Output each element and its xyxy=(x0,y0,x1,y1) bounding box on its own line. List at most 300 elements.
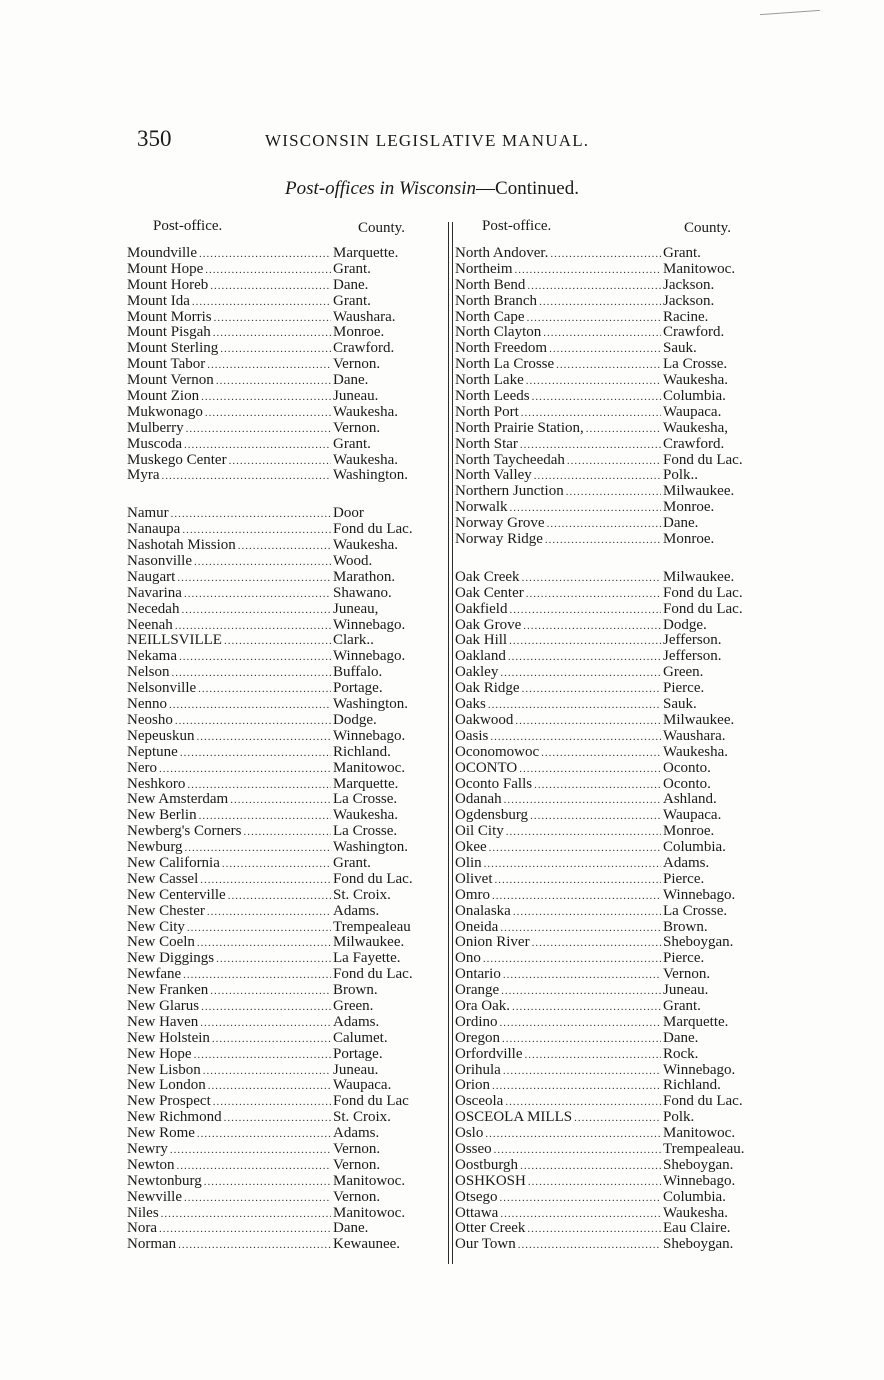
post-office-name: New Franken xyxy=(127,982,209,999)
post-office-name: Orange xyxy=(455,982,500,999)
county-name: Polk.. xyxy=(663,467,699,484)
dot-leader xyxy=(503,968,661,984)
post-office-name: Nero xyxy=(127,759,157,776)
post-office-name: Oslo xyxy=(455,1125,484,1142)
post-office-name: Our Town xyxy=(455,1236,516,1253)
subtitle-continued: —Continued. xyxy=(476,178,579,199)
dot-leader xyxy=(208,1079,331,1095)
post-office-name: Orihula xyxy=(455,1061,501,1078)
county-name: Columbia. xyxy=(663,1188,726,1205)
table-row xyxy=(127,983,445,999)
county-name: Vernon. xyxy=(333,1156,381,1173)
table-row xyxy=(455,967,775,983)
table-row xyxy=(127,278,445,294)
dot-leader xyxy=(532,390,661,406)
county-name: Columbia. xyxy=(663,388,726,405)
county-name: Winnebago. xyxy=(333,648,406,665)
dot-leader xyxy=(179,650,331,666)
table-row xyxy=(127,697,445,713)
dot-leader xyxy=(200,1016,331,1032)
county-name: Brown. xyxy=(333,982,378,999)
dot-leader xyxy=(238,539,331,555)
dot-leader xyxy=(567,454,661,470)
table-row xyxy=(127,665,445,681)
county-name: Winnebago. xyxy=(663,1172,736,1189)
dot-leader xyxy=(526,374,661,390)
county-name: Waupaca. xyxy=(663,403,722,420)
county-name: Marquette. xyxy=(663,1013,729,1030)
table-row xyxy=(455,872,775,888)
table-row xyxy=(455,840,775,856)
county-name: St. Croix. xyxy=(333,886,391,903)
post-office-name: Nenno xyxy=(127,696,167,713)
dot-leader xyxy=(184,587,331,603)
table-row xyxy=(455,1063,775,1079)
county-name: Dane. xyxy=(333,372,369,389)
post-office-name: Oakwood xyxy=(455,711,514,728)
post-office-name: North La Crosse xyxy=(455,356,555,373)
county-name: Oconto. xyxy=(663,759,711,776)
dot-leader xyxy=(186,422,331,438)
post-office-name: North Port xyxy=(455,403,519,420)
county-name: Winnebago. xyxy=(333,616,406,633)
table-row xyxy=(455,777,775,793)
table-row xyxy=(455,904,775,920)
post-office-name: New Chester xyxy=(127,902,205,919)
county-name: Waupaca. xyxy=(663,807,722,824)
dot-leader xyxy=(207,358,331,374)
county-name: Monroe. xyxy=(333,324,385,341)
dot-leader xyxy=(541,746,661,762)
dot-leader xyxy=(210,984,331,1000)
table-row xyxy=(455,1094,775,1110)
post-office-name: New Cassel xyxy=(127,870,199,887)
dot-leader xyxy=(181,603,331,619)
county-name: Dane. xyxy=(333,276,369,293)
county-name: Eau Claire. xyxy=(663,1220,731,1237)
post-office-name: Olivet xyxy=(455,870,493,887)
table-row xyxy=(127,1015,445,1031)
post-office-name: Orion xyxy=(455,1077,490,1094)
table-row xyxy=(455,341,775,357)
county-name: Waukesha. xyxy=(333,537,399,554)
county-name: Dodge. xyxy=(333,711,377,728)
dot-leader xyxy=(532,936,661,952)
county-name: Waukesha. xyxy=(663,1204,729,1221)
post-office-name: North Valley xyxy=(455,467,532,484)
post-office-name: Newburg xyxy=(127,839,183,856)
dot-leader xyxy=(201,1000,331,1016)
table-row xyxy=(455,824,775,840)
table-row xyxy=(455,405,775,421)
table-row xyxy=(127,373,445,389)
table-row xyxy=(127,421,445,437)
county-name: Columbia. xyxy=(663,839,726,856)
county-name: Manitowoc. xyxy=(333,1172,406,1189)
county-name: Juneau, xyxy=(333,600,379,617)
table-row xyxy=(455,1237,775,1253)
county-name: Waushara. xyxy=(663,727,726,744)
county-name: Trempealeau xyxy=(333,918,411,935)
dot-leader xyxy=(194,555,331,571)
header-county: County. xyxy=(684,220,731,236)
county-name: St. Croix. xyxy=(333,1109,391,1126)
county-name: Marathon. xyxy=(333,568,396,585)
county-name: Jefferson. xyxy=(663,648,722,665)
post-office-name: New Coeln xyxy=(127,934,195,951)
table-row xyxy=(127,522,445,538)
table-row xyxy=(455,665,775,681)
county-name: Milwaukee. xyxy=(663,568,735,585)
county-name: Vernon. xyxy=(333,356,381,373)
table-row xyxy=(127,649,445,665)
post-office-name: OSCEOLA MILLS xyxy=(455,1109,573,1126)
dot-leader xyxy=(222,857,331,873)
table-row xyxy=(127,904,445,920)
table-row xyxy=(127,1063,445,1079)
dot-leader xyxy=(213,326,331,342)
county-name: Shawano. xyxy=(333,584,392,601)
county-name: Oconto. xyxy=(663,775,711,792)
county-name: Manitowoc. xyxy=(333,759,406,776)
dot-leader xyxy=(492,1079,661,1095)
county-name: Kewaunee. xyxy=(333,1236,401,1253)
dot-leader xyxy=(220,342,331,358)
post-office-name: Northeim xyxy=(455,260,513,277)
dot-leader xyxy=(230,793,331,809)
county-name: Waukesha. xyxy=(663,372,729,389)
dot-leader xyxy=(500,1016,662,1032)
county-name: Pierce. xyxy=(663,870,705,887)
post-office-name: Niles xyxy=(127,1204,159,1221)
dot-leader xyxy=(205,263,331,279)
column-divider-right xyxy=(452,222,453,1264)
post-office-name: North Clayton xyxy=(455,324,542,341)
post-office-name: Nekama xyxy=(127,648,177,665)
county-name: Milwaukee. xyxy=(663,483,735,500)
county-name: Waushara. xyxy=(333,308,396,325)
county-name: Manitowoc. xyxy=(663,1125,736,1142)
county-name: Clark.. xyxy=(333,632,374,649)
post-office-name: Orfordville xyxy=(455,1045,523,1062)
county-name: Racine. xyxy=(663,308,709,325)
post-office-name: New Hope xyxy=(127,1045,192,1062)
post-office-name: Mount Sterling xyxy=(127,340,219,357)
post-office-name: New Centerville xyxy=(127,886,226,903)
dot-leader xyxy=(500,1191,662,1207)
table-row xyxy=(455,999,775,1015)
county-name: Marquette. xyxy=(333,245,399,261)
table-row xyxy=(127,1078,445,1094)
post-office-name: Ora Oak. xyxy=(455,997,510,1014)
post-office-name: Navarina xyxy=(127,584,182,601)
table-row xyxy=(127,570,445,586)
table-row xyxy=(455,649,775,665)
dot-leader xyxy=(523,619,661,635)
post-office-name: North Leeds xyxy=(455,388,530,405)
post-office-name: Onion River xyxy=(455,934,530,951)
county-name: Door xyxy=(333,505,364,522)
county-name: Fond du Lac. xyxy=(663,600,743,617)
table-row xyxy=(127,1142,445,1158)
table-row xyxy=(127,602,445,618)
dot-leader xyxy=(184,1191,331,1207)
dot-leader xyxy=(500,666,661,682)
post-office-name: North Lake xyxy=(455,372,524,389)
table-row xyxy=(455,357,775,373)
section-gap xyxy=(127,484,445,506)
dot-leader xyxy=(543,326,661,342)
dot-leader xyxy=(494,1143,661,1159)
table-row xyxy=(127,713,445,729)
post-office-name: Ono xyxy=(455,950,481,967)
county-name: Sheboygan. xyxy=(663,934,734,951)
county-name: La Crosse. xyxy=(333,791,398,808)
county-name: Winnebago. xyxy=(333,727,406,744)
post-office-name: Osseo xyxy=(455,1140,492,1157)
post-office-name: Onalaska xyxy=(455,902,511,919)
table-row xyxy=(127,633,445,649)
table-row xyxy=(455,1110,775,1126)
dot-leader xyxy=(197,730,332,746)
post-office-name: Ogdensburg xyxy=(455,807,529,824)
dot-leader xyxy=(528,1175,661,1191)
right-column-header xyxy=(455,218,775,246)
dot-leader xyxy=(506,825,661,841)
table-row xyxy=(127,1110,445,1126)
post-office-name: Mount Pisgah xyxy=(127,324,211,341)
dot-leader xyxy=(508,650,661,666)
post-office-name: New Glarus xyxy=(127,997,200,1014)
table-row xyxy=(455,421,775,437)
table-row xyxy=(455,808,775,824)
table-row xyxy=(455,532,775,548)
table-row xyxy=(127,681,445,697)
dot-leader xyxy=(547,517,661,533)
table-row xyxy=(455,697,775,713)
county-name: Manitowoc. xyxy=(663,260,736,277)
county-name: Richland. xyxy=(663,1077,721,1094)
table-row xyxy=(127,1221,445,1237)
post-office-name: Newville xyxy=(127,1188,182,1205)
table-row xyxy=(455,246,775,262)
county-name: Waupaca. xyxy=(333,1077,392,1094)
county-name: Fond du Lac. xyxy=(333,870,413,887)
dot-leader xyxy=(169,698,331,714)
county-name: Fond du Lac. xyxy=(333,966,413,983)
post-office-name: New Berlin xyxy=(127,807,197,824)
post-office-name: New City xyxy=(127,918,185,935)
table-row xyxy=(127,310,445,326)
dot-leader xyxy=(159,1222,331,1238)
county-name: Adams. xyxy=(663,854,710,871)
county-name: Juneau. xyxy=(333,1061,379,1078)
post-office-name: Neptune xyxy=(127,743,178,760)
dot-leader xyxy=(178,1238,331,1254)
table-row xyxy=(127,999,445,1015)
dot-leader xyxy=(484,857,661,873)
table-row xyxy=(455,325,775,341)
table-row xyxy=(127,856,445,872)
post-office-name: Mount Horeb xyxy=(127,276,209,293)
post-office-name: Nepeuskun xyxy=(127,727,195,744)
table-row xyxy=(127,777,445,793)
table-row xyxy=(127,538,445,554)
table-row xyxy=(455,618,775,634)
dot-leader xyxy=(216,374,331,390)
county-name: Juneau. xyxy=(663,982,709,999)
dot-leader xyxy=(170,1143,331,1159)
dot-leader xyxy=(539,295,661,311)
table-row xyxy=(127,920,445,936)
table-row xyxy=(455,484,775,500)
dot-leader xyxy=(495,873,662,889)
post-office-name: Newtonburg xyxy=(127,1172,202,1189)
dot-leader xyxy=(489,841,661,857)
table-row xyxy=(455,713,775,729)
table-row xyxy=(127,840,445,856)
county-name: La Fayette. xyxy=(333,950,401,967)
post-office-name: Mount Zion xyxy=(127,388,200,405)
county-name: Vernon. xyxy=(663,966,711,983)
dot-leader xyxy=(197,1127,331,1143)
table-row xyxy=(127,935,445,951)
table-row xyxy=(127,967,445,983)
post-office-name: Oakland xyxy=(455,648,506,665)
table-row xyxy=(127,586,445,602)
county-name: Monroe. xyxy=(663,499,715,516)
county-name: Grant. xyxy=(333,260,371,277)
table-row xyxy=(455,1174,775,1190)
header-post-office: Post-office. xyxy=(153,218,223,234)
post-office-name: Oregon xyxy=(455,1029,500,1046)
page-header xyxy=(137,126,647,156)
dot-leader xyxy=(205,406,331,422)
table-subtitle xyxy=(285,178,579,200)
post-office-name: Oasis xyxy=(455,727,489,744)
table-row xyxy=(455,633,775,649)
post-office-name: Norwalk xyxy=(455,499,508,516)
dot-leader xyxy=(515,714,661,730)
table-row xyxy=(127,468,445,484)
county-name: Brown. xyxy=(663,918,708,935)
post-office-name: North Prairie Station, xyxy=(455,419,584,436)
county-name: Monroe. xyxy=(663,531,715,548)
post-office-name: Oak Ridge xyxy=(455,680,520,697)
table-row xyxy=(455,602,775,618)
post-office-name: Otsego xyxy=(455,1188,498,1205)
post-office-name: Mount Morris xyxy=(127,308,212,325)
table-row xyxy=(127,792,445,808)
post-office-name: Oostburgh xyxy=(455,1156,519,1173)
dot-leader xyxy=(492,889,661,905)
county-name: Crawford. xyxy=(333,340,395,357)
table-row xyxy=(127,1237,445,1253)
dot-leader xyxy=(224,634,331,650)
dot-leader xyxy=(556,358,661,374)
dot-leader xyxy=(483,952,661,968)
dot-leader xyxy=(503,1064,661,1080)
table-row xyxy=(455,373,775,389)
table-row xyxy=(455,761,775,777)
county-name: Marquette. xyxy=(333,775,399,792)
county-name: Rock. xyxy=(663,1045,699,1062)
dot-leader xyxy=(574,1111,661,1127)
post-office-name: Neenah xyxy=(127,616,173,633)
county-name: La Crosse. xyxy=(333,823,398,840)
table-row xyxy=(127,506,445,522)
post-office-name: Nashotah Mission xyxy=(127,537,236,554)
county-name: Fond du Lac xyxy=(333,1093,409,1110)
dot-leader xyxy=(527,1222,661,1238)
county-name: Fond du Lac. xyxy=(663,1093,743,1110)
dot-leader xyxy=(212,1032,331,1048)
table-row xyxy=(455,1142,775,1158)
county-name: Jackson. xyxy=(663,276,715,293)
table-row xyxy=(127,246,445,262)
county-name: Waukesha. xyxy=(333,451,399,468)
dot-leader xyxy=(199,247,331,263)
county-name: Polk. xyxy=(663,1109,695,1126)
county-name: Juneau. xyxy=(333,388,379,405)
post-office-name: Oaks xyxy=(455,696,486,713)
table-row xyxy=(127,745,445,761)
county-name: Vernon. xyxy=(333,1140,381,1157)
dot-leader xyxy=(224,1111,331,1127)
county-name: Grant. xyxy=(333,854,371,871)
table-row xyxy=(127,824,445,840)
post-office-name: Ontario xyxy=(455,966,501,983)
post-office-name: Mount Hope xyxy=(127,260,204,277)
dot-leader xyxy=(586,422,661,438)
dot-leader xyxy=(161,1207,331,1223)
post-office-name: North Branch xyxy=(455,292,538,309)
post-office-name: Norway Ridge xyxy=(455,531,543,548)
dot-leader xyxy=(545,533,661,549)
dot-leader xyxy=(194,1048,331,1064)
post-office-name: Ordino xyxy=(455,1013,498,1030)
county-name: Sheboygan. xyxy=(663,1156,734,1173)
table-row xyxy=(455,516,775,532)
dot-leader xyxy=(229,454,331,470)
post-office-name: Mukwonago xyxy=(127,403,203,420)
post-office-name: New Holstein xyxy=(127,1029,210,1046)
post-office-name: Nelsonville xyxy=(127,680,197,697)
table-row xyxy=(455,1221,775,1237)
table-row xyxy=(455,1047,775,1063)
dot-leader xyxy=(201,390,331,406)
table-row xyxy=(455,745,775,761)
dot-leader xyxy=(520,1159,661,1175)
section-gap xyxy=(455,548,775,570)
dot-leader xyxy=(171,507,331,523)
post-office-name: North Cape xyxy=(455,308,525,325)
post-office-name: Moundville xyxy=(127,245,197,261)
dot-leader xyxy=(214,311,331,327)
table-row xyxy=(455,983,775,999)
post-office-name: Namur xyxy=(127,505,169,522)
post-office-name: Newry xyxy=(127,1140,168,1157)
county-name: Crawford. xyxy=(663,435,725,452)
table-row xyxy=(127,1174,445,1190)
post-office-name: Neshkoro xyxy=(127,775,186,792)
post-office-name: New Prospect xyxy=(127,1093,211,1110)
dot-leader xyxy=(519,762,661,778)
dot-leader xyxy=(502,1032,661,1048)
county-name: Winnebago. xyxy=(663,1061,736,1078)
post-office-name: Oakley xyxy=(455,664,499,681)
county-name: Manitowoc. xyxy=(333,1204,406,1221)
